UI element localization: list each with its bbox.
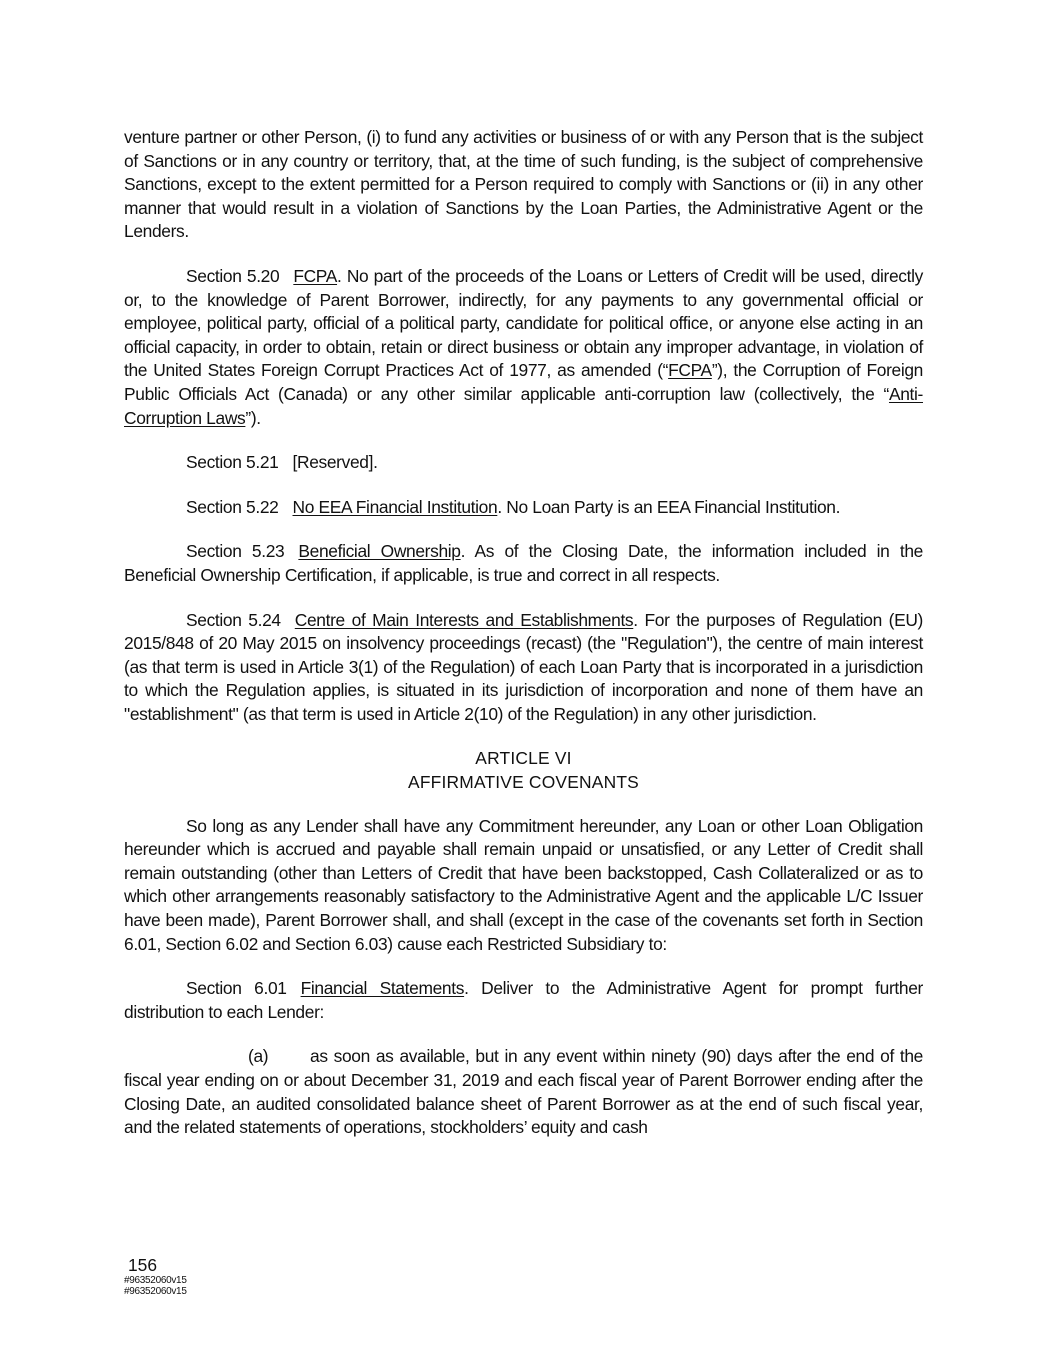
clause-a-text: as soon as available, but in any event within ninety (90) days after the end of the fiscal year ending on or about December 31, 2019 and each fiscal year of Parent Borrower ending after the Closing Date, an audited consolidated balance sheet of Parent Borrower as at the end of such fiscal year, and the related statements of operations, stockholders’ equity and cash xyxy=(124,1046,923,1138)
document-id-duplicate: #96352060v15 xyxy=(124,1286,187,1297)
section-5-24-title: Centre of Main Interests and Establishments xyxy=(294,609,634,630)
clause-a-label: (a) xyxy=(248,1046,269,1067)
section-5-23 xyxy=(124,540,923,587)
section-5-22-number: Section 5.22 xyxy=(186,496,279,517)
article-heading xyxy=(124,747,923,794)
section-5-22-text: . No Loan Party is an EEA Financial Institution. xyxy=(497,496,841,517)
section-6-01-title: Financial Statements xyxy=(300,978,465,999)
section-5-21-number: Section 5.21 xyxy=(186,452,279,473)
intro-paragraph: venture partner or other Person, (i) to fund any activities or business of or with any Person that is the subject of Sanctions or in any country or territory, that, at the time of such funding, is the subject of comprehensive Sanctions, except to the extent permitted for a Person required to comply with Sanctions or (ii) in any other manner that would result in a violation of Sanctions by the Loan Parties, the Administrative Agent or the Lenders. xyxy=(124,127,923,242)
section-5-20-text-1: . No part of the proceeds of the Loans or Letters of Credit will be used, directly or, to the knowledge of Parent Borrower, indirectly, for any payments to any governmental official or employee, political party, official of a political party, candidate for political office, or anyone else acting in an official capacity, in order to obtain, retain or direct business or obtain any improper advantage, in violation of the United States Foreign Corrupt Practices Act of 1977, as amended (“ xyxy=(124,265,923,381)
section-5-23-text: . As of the Closing Date, the information included in the Beneficial Ownership Certification, if applicable, is true and correct in all respects. xyxy=(124,541,923,585)
section-5-20-text-2: ”), the Corruption of Foreign Public Officials Act (Canada) or any other similar applicable anti-corruption law (collectively, the “ xyxy=(124,360,923,404)
section-5-23-number: Section 5.23 xyxy=(186,541,285,562)
section-5-20 xyxy=(124,265,923,430)
document-body xyxy=(124,126,923,1161)
page-number: 156 xyxy=(128,1255,158,1275)
page-footer xyxy=(124,1255,187,1297)
section-6-01-a xyxy=(124,1045,923,1139)
section-5-21 xyxy=(124,451,923,475)
section-5-22 xyxy=(124,496,923,520)
section-5-24 xyxy=(124,609,923,727)
section-5-23-title: Beneficial Ownership xyxy=(298,541,461,562)
article-number: ARTICLE VI xyxy=(475,748,572,769)
section-5-24-text: . For the purposes of Regulation (EU) 2015/848 of 20 May 2015 on insolvency proceedings (recast) (the "Regulation"), the centre of main interest (as that term is used in Article 3(1) of the Regulation) of each Loan Party that is incorporated in a jurisdiction to which the Regulation applies, is situated in its jurisdiction of incorporation and none of them have an "establishment" (as that term is used in Article 2(10) of the Regulation) in any other jurisdiction. xyxy=(124,609,923,724)
section-6-01-number: Section 6.01 xyxy=(186,978,287,999)
section-6-01 xyxy=(124,977,923,1024)
section-5-20-text-3: ”). xyxy=(245,407,261,428)
section-6-01-text: . Deliver to the Administrative Agent for prompt further distribution to each Lender: xyxy=(124,978,923,1022)
defined-term-anti-corruption-laws: Anti-Corruption Laws xyxy=(124,383,923,428)
document-id: #96352060v15 xyxy=(124,1275,187,1286)
covenant-paragraph: So long as any Lender shall have any Commitment hereunder, any Loan or other Loan Obligation hereunder which is accrued and payable shall remain unpaid or unsatisfied, or any Letter of Credit shall remain outstanding (other than Letters of Credit that have been backstopped, Cash Collateralized or as to which other arrangements reasonably satisfactory to the Administrative Agent and the applicable L/C Issuer have been made), Parent Borrower shall, and shall (except in the case of the covenants set forth in Section 6.01, Section 6.02 and Section 6.03) cause each Restricted Subsidiary to: xyxy=(124,815,923,954)
section-5-22-title: No EEA Financial Institution xyxy=(292,496,498,517)
section-5-20-number: Section 5.20 xyxy=(186,265,280,286)
article-title: AFFIRMATIVE COVENANTS xyxy=(408,772,639,793)
section-5-20-title: FCPA xyxy=(293,265,338,286)
defined-term-fcpa: FCPA xyxy=(668,360,712,381)
section-5-21-text: [Reserved]. xyxy=(292,452,378,473)
section-5-24-number: Section 5.24 xyxy=(186,609,281,630)
